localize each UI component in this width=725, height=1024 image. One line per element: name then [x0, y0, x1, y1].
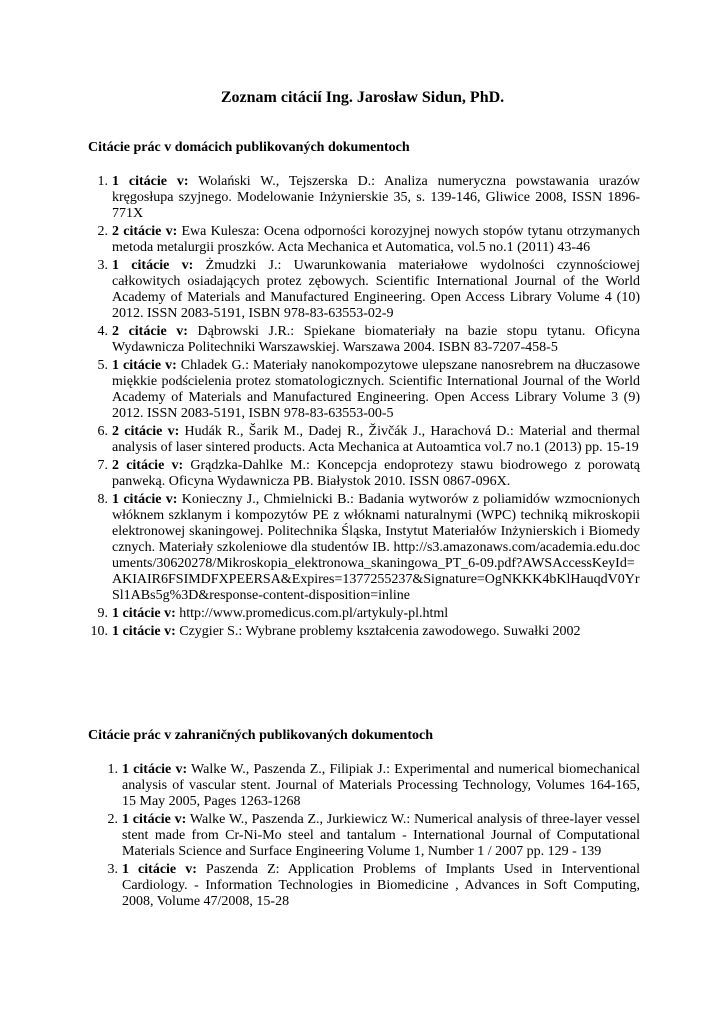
citation-number: 1.: [107, 762, 118, 777]
citation-label: 2 citácie v:: [112, 324, 188, 339]
citation-item: [97, 424, 640, 456]
citation-item: [97, 258, 641, 322]
citation-text: Konieczny J., Chmielnicki B.: Badania wytworów z poliamidów wzmocnionych włóknem szklanym i kompozytów PE z włóknami naturalnymi (WPC) techniką mikroskopii elektronowej skaningowej. Politechnika Śląska, Instytut Materiałów Inżynierskich i Biomedycznych. Materiały szkoleniowe dla studentów IB. http://s3.amazonaws.com/academia.edu.documents/30620278/Mikroskopia_elektronowa_skaningowa_PT_6-09.pdf?AWSAccessKeyId=AKIAIR6FSIMDFXPEERSA&Expires=1377255237&Signature=OgNKKK4bKlHauqdV0YrSl1ABs5g%3D&response-content-disposition=inline: [112, 492, 640, 603]
section-heading-foreign: Citácie prác v zahraničných publikovaných dokumentoch: [88, 728, 433, 743]
citation-number: 2.: [107, 812, 118, 827]
citation-number: 1.: [97, 174, 108, 189]
citation-number: 8.: [97, 492, 108, 507]
citation-text: Wolański W., Tejszerska D.: Analiza numeryczna powstawania urazów kręgosłupa szyjnego. Modelowanie Inżynierskie 35, s. 139-146, Gliwice 2008, ISSN 1896-771X: [112, 174, 641, 221]
citation-text: Grądzka-Dahlke M.: Koncepcja endoprotezy stawu biodrowego z porowatą panweką. Oficyna Wydawnicza PB. Białystok 2010. ISSN 0867-096X.: [112, 458, 641, 489]
citation-label: 1 citácie v:: [112, 258, 194, 273]
citation-text: Walke W., Paszenda Z., Filipiak J.: Experimental and numerical biomechanical analysis of vascular stent. Journal of Materials Processing Technology, Volumes 164-165, 15 May 2005, Pages 1263-1268: [122, 762, 640, 809]
citation-number: 3.: [107, 862, 118, 877]
citation-item: [97, 458, 641, 490]
citation-number: 9.: [97, 606, 108, 621]
citation-number: 6.: [97, 424, 108, 439]
citation-label: 1 citácie v:: [122, 812, 187, 827]
citation-number: 7.: [97, 458, 108, 473]
citation-text: Ewa Kulesza: Ocena odporności korozyjnej nowych stopów tytanu otrzymanych metoda metalurgii proszków. Acta Mechanica et Automatica, vol.5 no.1 (2011) 43-46: [112, 224, 641, 255]
citation-text: Czygier S.: Wybrane problemy kształcenia zawodowego. Suwałki 2002: [175, 624, 581, 639]
citation-list-foreign: [107, 762, 640, 912]
citation-label: 2 citácie v:: [112, 224, 178, 239]
citation-label: 1 citácie v:: [112, 174, 189, 189]
citation-item: [97, 358, 641, 422]
citation-item: [97, 324, 640, 356]
citation-label: 1 citácie v:: [112, 606, 176, 621]
citation-list-domestic: [90, 174, 641, 642]
citation-text: Dąbrowski J.R.: Spiekane biomateriały na bazie stopu tytanu. Oficyna Wydawnicza Politechniki Warszawskiej. Warszawa 2004. ISBN 83-7207-458-5: [112, 324, 640, 355]
citation-text: http://www.promedicus.com.pl/artykuly-pl.html: [175, 606, 449, 621]
citation-label: 2 citácie v:: [112, 458, 184, 473]
citation-number: 2.: [97, 224, 108, 239]
citation-text: Walke W., Paszenda Z., Jurkiewicz W.: Numerical analysis of three-layer vessel stent made from Cr-Ni-Mo steel and tantalum - International Journal of Computational Materials Science and Surface Engineering Volume 1, Number 1 / 2007 pp. 129 - 139: [122, 812, 640, 859]
citation-label: 1 citácie v:: [122, 762, 188, 777]
citation-text: Żmudzki J.: Uwarunkowania materiałowe wydolności czynnościowej całkowitych osiadających protez zębowych. Scientific International Journal of the World Academy of Materials and Manufactured Engineering. Open Access Library Volume 4 (10) 2012. ISSN 2083-5191, ISBN 978-83-63553-02-9: [112, 258, 641, 321]
citation-item: [107, 812, 640, 860]
citation-item: [107, 762, 640, 810]
citation-text: Hudák R., Šarik M., Dadej R., Živčák J., Harachová D.: Material and thermal analysis of laser sintered products. Acta Mechanica at Autoamtica vol.7 no.1 (2013) pp. 15-19: [112, 424, 640, 455]
citation-item: [90, 624, 640, 640]
page-title: Zoznam citácií Ing. Jarosław Sidun, PhD.: [220, 89, 505, 106]
citation-item: [97, 492, 640, 604]
citation-number: 3.: [97, 258, 108, 273]
citation-label: 2 citácie v:: [112, 424, 180, 439]
citation-text: Paszenda Z: Application Problems of Implants Used in Interventional Cardiology. - Information Technologies in Biomedicine , Advances in Soft Computing, 2008, Volume 47/2008, 15-28: [122, 862, 640, 909]
citation-item: [107, 862, 640, 910]
citation-item: [97, 224, 641, 256]
citation-number: 10.: [90, 624, 108, 639]
citation-label: 1 citácie v:: [122, 862, 197, 877]
section-heading-domestic: Citácie prác v domácich publikovaných dokumentoch: [88, 140, 410, 155]
citation-item: [97, 174, 641, 222]
citation-item: [97, 606, 640, 622]
citation-label: 1 citácie v:: [112, 624, 176, 639]
citation-text: Chladek G.: Materiały nanokompozytowe ulepszane nanosrebrem na dłuczasowe miękkie podścielenia protez stomatologicznych. Scientific International Journal of the World Academy of Materials and Manufactured Engineering. Open Access Library Volume 3 (9) 2012. ISSN 2083-5191, ISBN 978-83-63553-00-5: [112, 358, 641, 421]
citation-label: 1 citácie v:: [112, 492, 178, 507]
citation-number: 4.: [97, 324, 108, 339]
citation-label: 1 citácie v:: [112, 358, 177, 373]
citation-number: 5.: [97, 358, 108, 373]
